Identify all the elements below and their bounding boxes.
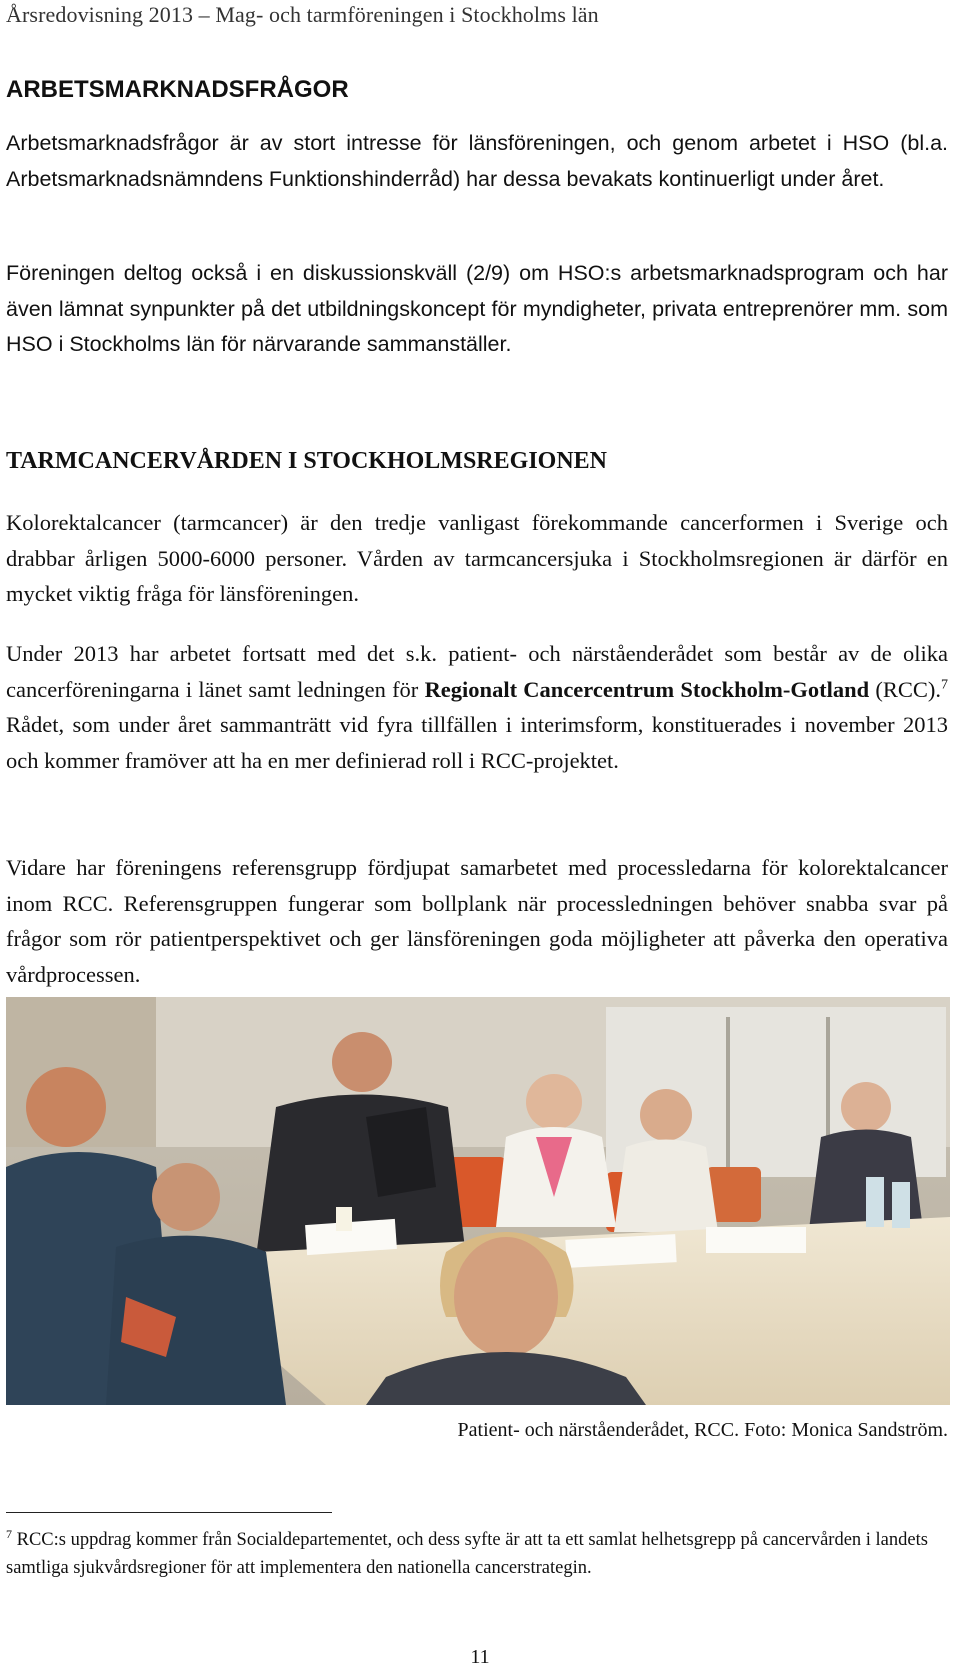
photo-caption: Patient- och närståenderådet, RCC. Foto: Monica Sandström.: [457, 1419, 948, 1441]
footnote-divider: [6, 1512, 332, 1513]
footnote-text: RCC:s uppdrag kommer från Socialdepartementet, och dess syfte är att ta ett samlat helhetsgrepp på cancervården i landets samtliga sjukvårdsregioner för att implementera den nationella cancerstrategin.: [6, 1530, 928, 1578]
page-number: 11: [470, 1646, 490, 1668]
paragraph-labor-market-1: Arbetsmarknadsfrågor är av stort intresse för länsföreningen, och genom arbetet i HSO (bl.a. Arbetsmarknadsnämndens Funktionshinderråd) har dessa bevakats kontinuerligt under året.: [6, 131, 948, 191]
paragraph-colorectal-2-mid: (RCC).: [869, 676, 942, 702]
paragraph-labor-market-2: Föreningen deltog också i en diskussionskväll (2/9) om HSO:s arbetsmarknadsprogram och har även lämnat synpunkter på det utbildningskoncept för myndigheter, privata entreprenörer mm. som HSO i Stockholms län för närvarande sammanställer.: [6, 261, 948, 356]
paragraph-colorectal-2: [6, 636, 948, 778]
paragraph-colorectal-2-start: Under 2013 har arbetet fortsatt med det s.k. patient- och närståenderådet som består av de olika cancerföreningarna i länet samt ledningen för: [6, 641, 948, 702]
paragraph-colorectal-1: Kolorektalcancer (tarmcancer) är den tredje vanligast förekommande cancerformen i Sverige och drabbar årligen 5000-6000 personer. Vården av tarmcancersjuka i Stockholmsregionen är därför en mycket viktig fråga för länsföreningen.: [6, 510, 948, 606]
footnote-7: [6, 1526, 948, 1582]
rcc-name-bold: Regionalt Cancercentrum Stockholm-Gotland: [424, 676, 870, 702]
footnote-reference[interactable]: 7: [941, 677, 949, 692]
paragraph-colorectal-2-end: Rådet, som under året sammanträtt vid fyra tillfällen i interimsform, konstituerades i november 2013 och kommer framöver att ha en mer definierad roll i RCC-projektet.: [6, 712, 948, 773]
section-heading-labor-market: ARBETSMARKNADSFRÅGOR: [6, 76, 349, 103]
meeting-photo-illustration: [6, 997, 950, 1405]
meeting-photo: [6, 997, 950, 1405]
section-heading-colorectal-care: TARMCANCERVÅRDEN I STOCKHOLMSREGIONEN: [6, 448, 607, 474]
footnote-number: 7: [6, 1526, 12, 1541]
running-header: Årsredovisning 2013 – Mag- och tarmföreningen i Stockholms län: [6, 2, 599, 27]
paragraph-colorectal-3: Vidare har föreningens referensgrupp fördjupat samarbetet med processledarna för kolorektalcancer inom RCC. Referensgruppen fungerar som bollplank när processledningen behöver snabba svar på frågor som rör patientperspektivet och ger länsföreningen goda möjligheter att påverka den operativa vårdprocessen.: [6, 855, 948, 987]
